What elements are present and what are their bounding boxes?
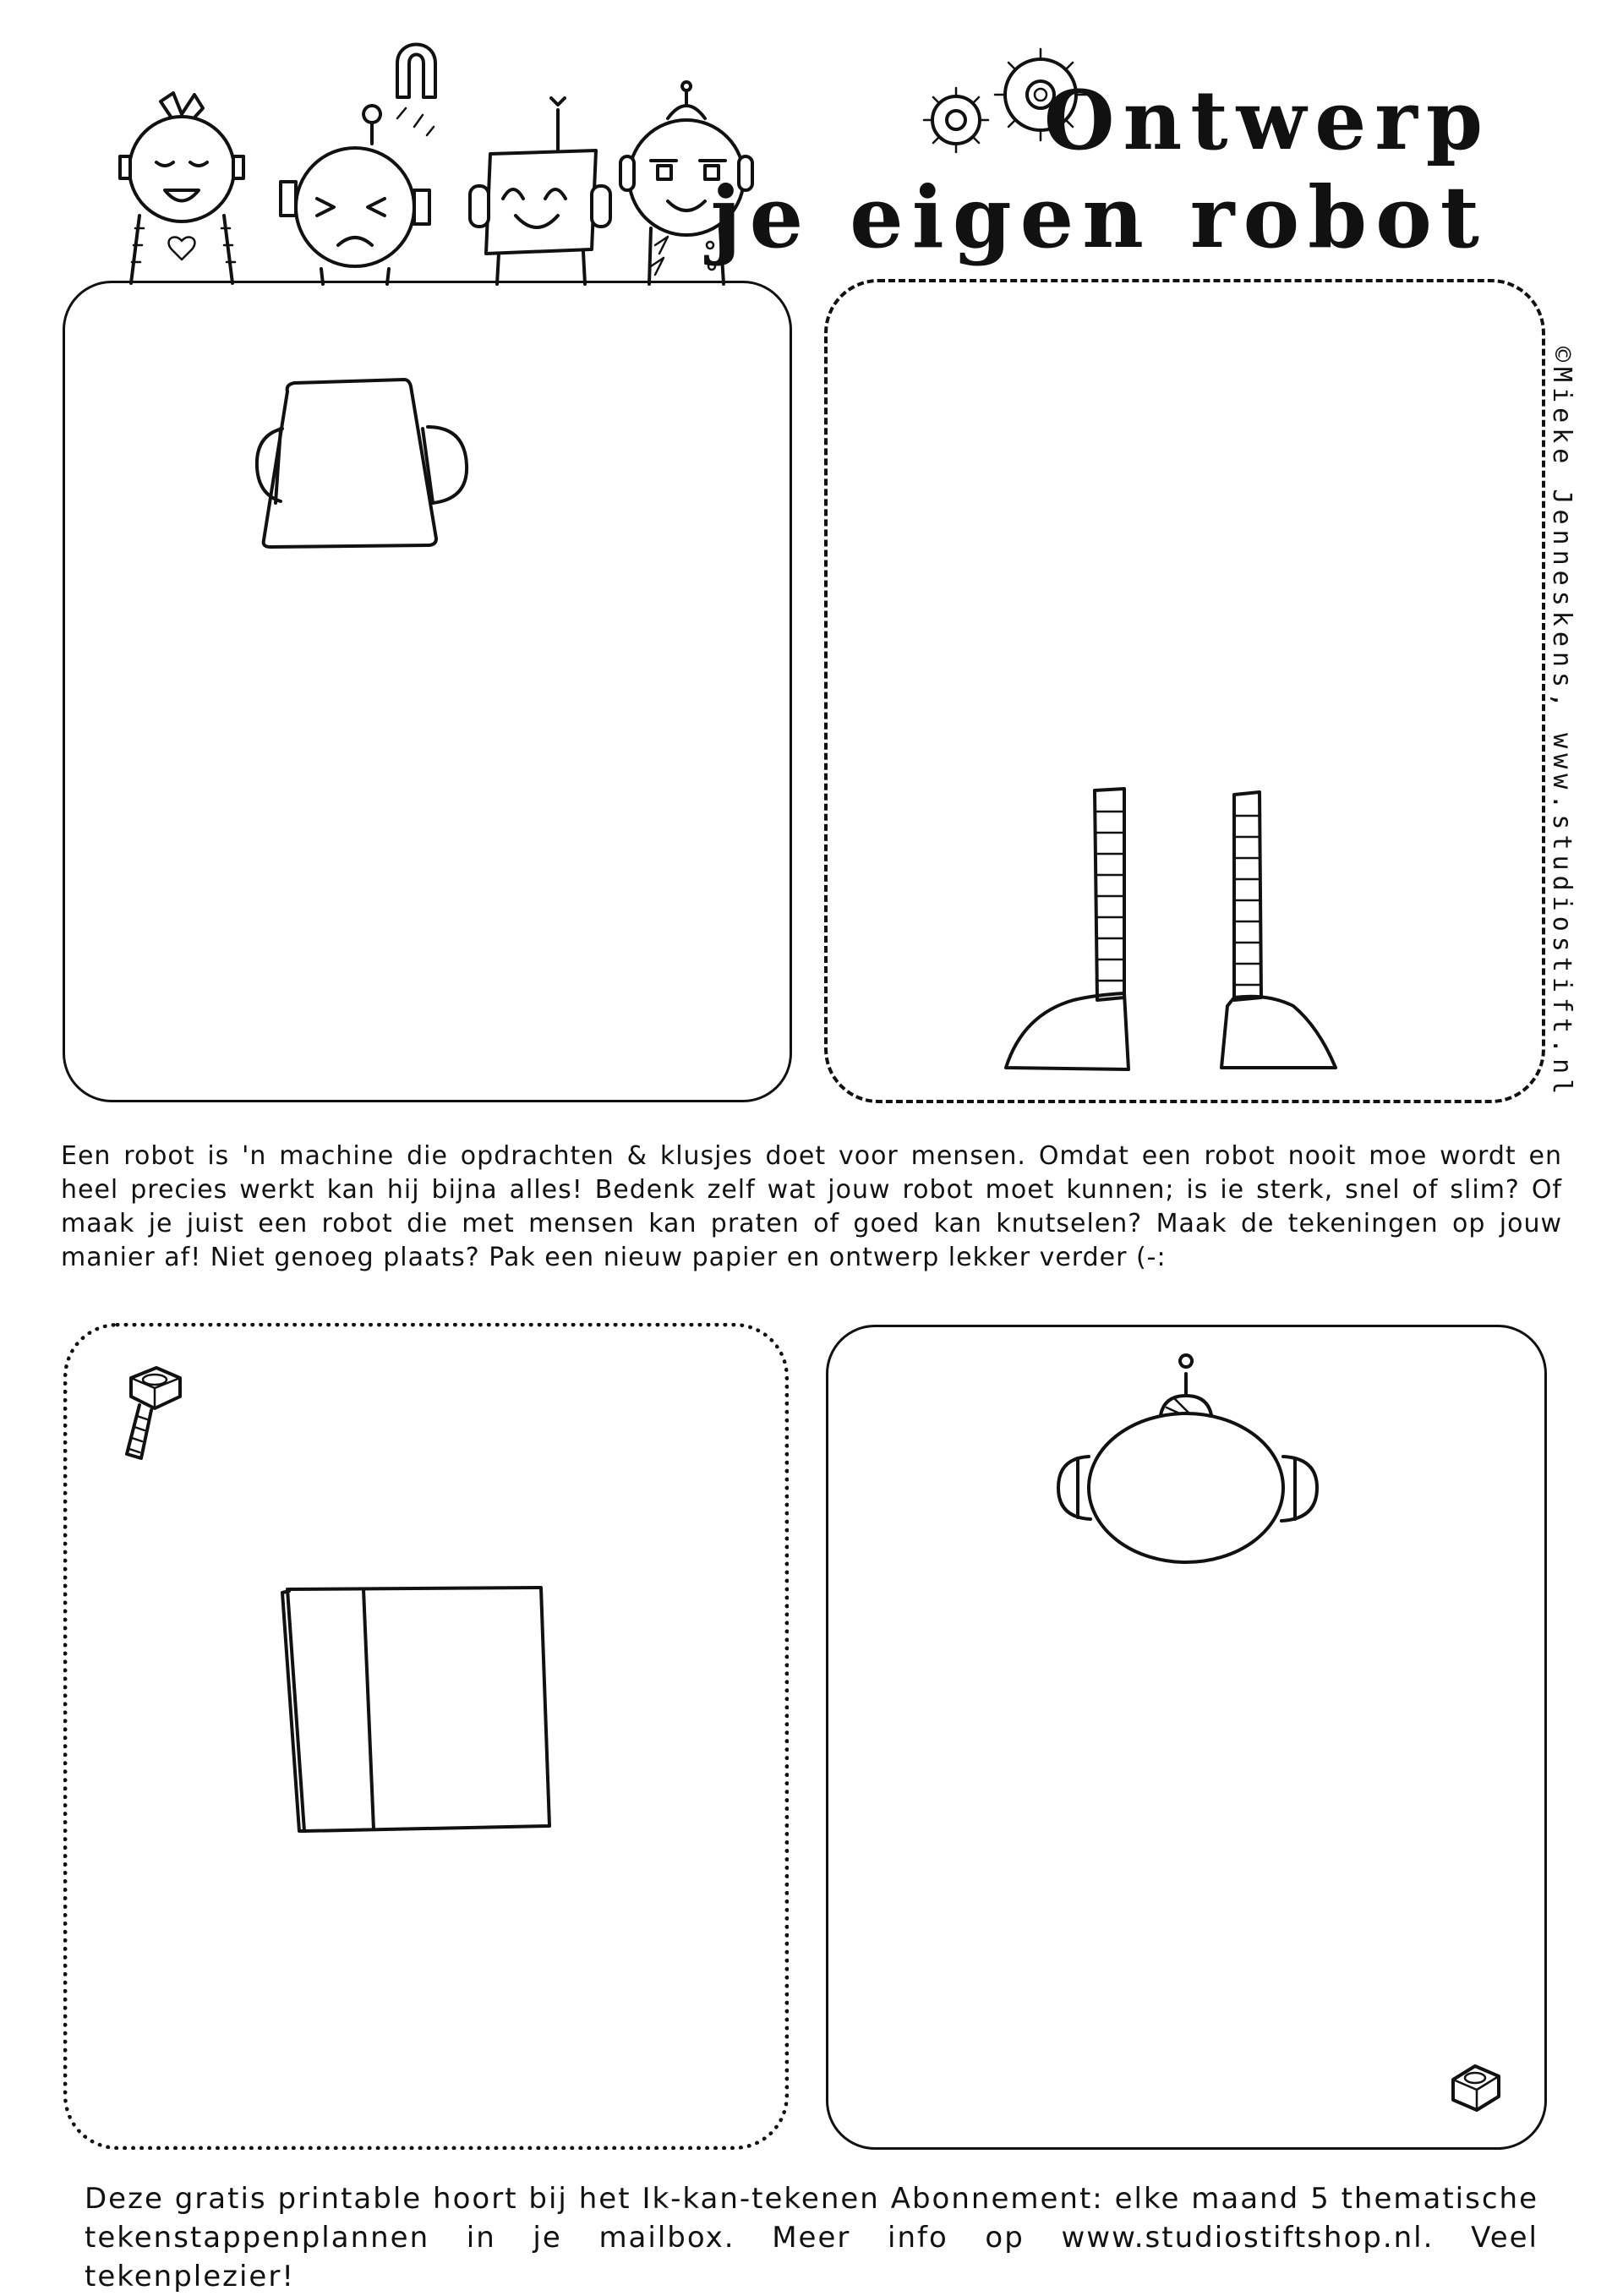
robot-legs-outline xyxy=(989,782,1361,1078)
robot-square-drawing xyxy=(470,98,610,284)
robot-body-outline-square xyxy=(270,1572,575,1877)
robots-header-illustration xyxy=(0,0,761,287)
magnet-icon xyxy=(397,45,435,98)
copyright-credit: ©Mieke Jenneskens, www.studiostift.nl xyxy=(1547,347,1577,1100)
page-title: Ontwerp xyxy=(1043,73,1491,168)
robot-head-outline-round xyxy=(1048,1357,1327,1577)
bolt-icon xyxy=(114,1361,190,1462)
footer-paragraph: Deze gratis printable hoort bij het Ik-kan-tekenen Abonnement: elke maand 5 thematische tekenstappenplannen in je mailbox. Meer info op www.studiostiftshop.nl. Veel tekenplezier! xyxy=(85,2182,1538,2293)
intro-paragraph: Een robot is 'n machine die opdrachten & klusjes doet voor mensen. Omdat een robot nooit moe wordt en heel precies werkt kan hij bijna alles! Bedenk zelf wat jouw robot moet kunnen; is ie sterk, snel of slim? Of maak je juist een robot die met mensen kan praten of goed kan knutselen? Maak de tekeningen op jouw manier af! Niet genoeg plaats? Pak een nieuw papier en ontwerp lekker verder (-: xyxy=(61,1141,1562,1272)
robot-head-outline-square xyxy=(254,359,473,554)
page-subtitle: je eigen robot xyxy=(710,167,1488,267)
robot-sad-drawing xyxy=(281,45,435,285)
hex-nut-icon xyxy=(1441,2054,1509,2122)
robot-girl-drawing xyxy=(120,93,243,283)
